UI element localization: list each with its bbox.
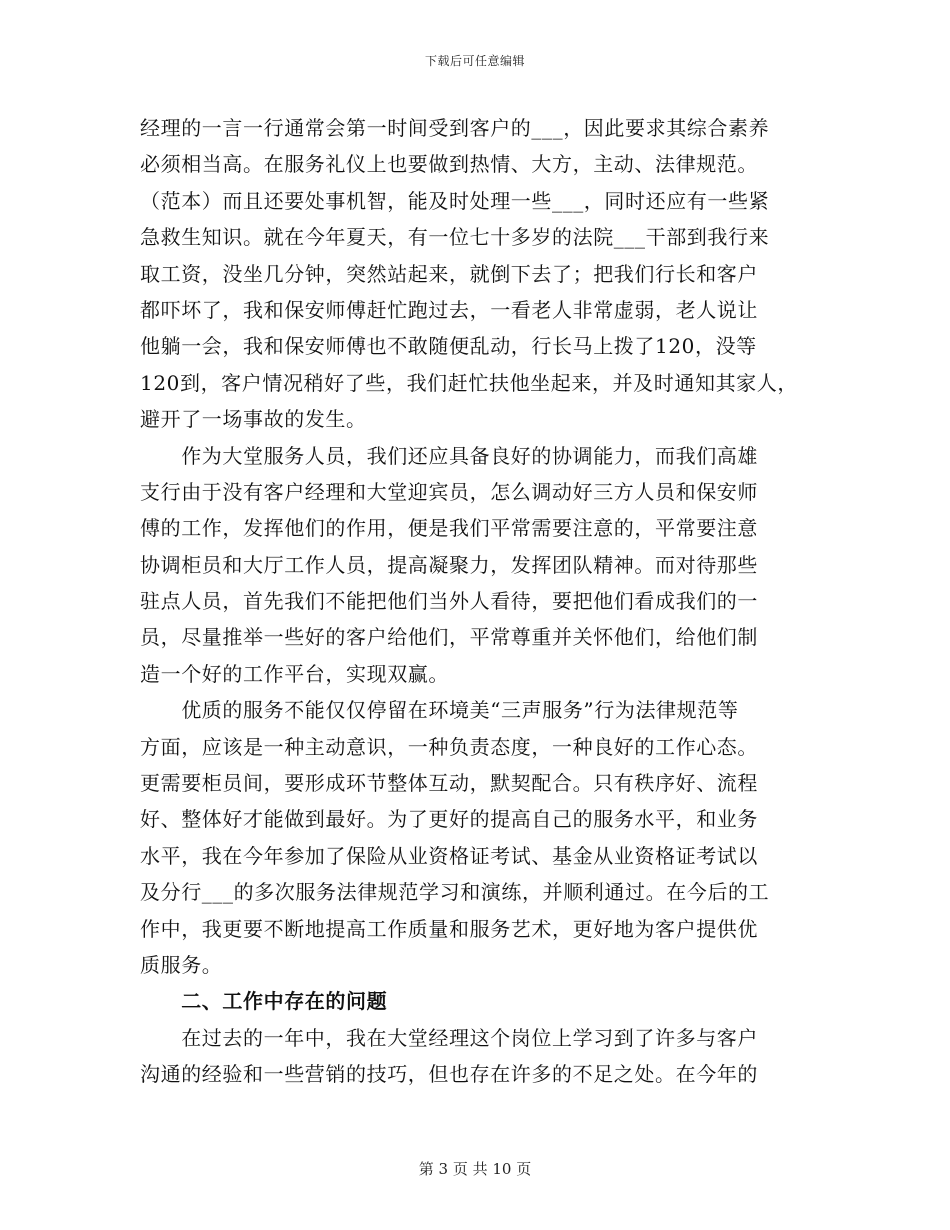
paragraph-line: 质服务。 <box>140 952 223 977</box>
paragraph-line: 取工资，没坐几分钟，突然站起来，就倒下去了；把我们行长和客户 <box>140 261 758 286</box>
paragraph-line: 作中，我更要不断地提高工作质量和服务艺术，更好地为客户提供优 <box>140 916 758 941</box>
document-body <box>140 110 820 1093</box>
paragraph-line: 员，尽量推举一些好的客户给他们，平常尊重并关怀他们，给他们制 <box>140 625 758 650</box>
paragraph-line: 沟通的经验和一些营销的技巧，但也存在许多的不足之处。在今年的 <box>140 1062 758 1087</box>
paragraph-line: 急救生知识。就在今年夏天，有一位七十多岁的法院___干部到我行来 <box>140 225 770 250</box>
paragraph-line: 水平，我在今年参加了保险从业资格证考试、基金从业资格证考试以 <box>140 843 758 868</box>
paragraph-line: 更需要柜员间，要形成环节整体互动，默契配合。只有秩序好、流程 <box>140 771 758 796</box>
paragraph-line: 都吓坏了，我和保安师傅赶忙跑过去，一看老人非常虚弱，老人说让 <box>140 297 758 322</box>
paragraph-line: 方面，应该是一种主动意识，一种负责态度，一种良好的工作心态。 <box>140 734 758 759</box>
page-header: 下载后可任意编辑 <box>424 54 525 68</box>
paragraph-line: 避开了一场事故的发生。 <box>140 407 367 432</box>
paragraph-line: （范本）而且还要处事机智，能及时处理一些___，同时还应有一些紧 <box>140 188 770 213</box>
section-heading: 二、工作中存在的问题 <box>140 989 388 1014</box>
paragraph-line: 及分行___的多次服务法律规范学习和演练，并顺利通过。在今后的工 <box>140 880 770 905</box>
paragraph-line: 优质的服务不能仅仅停留在环境美“三声服务”行为法律规范等 <box>140 698 739 723</box>
paragraph-line: 作为大堂服务人员，我们还应具备良好的协调能力，而我们高雄 <box>140 443 758 468</box>
paragraph-line: 好、整体好才能做到最好。为了更好的提高自己的服务水平，和业务 <box>140 807 758 832</box>
paragraph-line: 驻点人员，首先我们不能把他们当外人看待，要把他们看成我们的一 <box>140 589 758 614</box>
paragraph-line: 造一个好的工作平台，实现双赢。 <box>140 661 449 686</box>
paragraph-line: 支行由于没有客户经理和大堂迎宾员，怎么调动好三方人员和保安师 <box>140 479 758 504</box>
paragraph-line: 经理的一言一行通常会第一时间受到客户的___，因此要求其综合素养 <box>140 116 770 140</box>
paragraph-line: 他躺一会，我和保安师傅也不敢随便乱动，行长马上拨了120，没等 <box>140 334 757 359</box>
paragraph-line: 傅的工作，发挥他们的作用，便是我们平常需要注意的，平常要注意 <box>140 516 758 541</box>
paragraph-line: 在过去的一年中，我在大堂经理这个岗位上学习到了许多与客户 <box>140 1025 758 1050</box>
page-number-footer: 第 3 页 共 10 页 <box>418 1160 532 1178</box>
paragraph-line: 协调柜员和大厅工作人员，提高凝聚力，发挥团队精神。而对待那些 <box>140 552 758 577</box>
paragraph-line: 120到，客户情况稍好了些，我们赶忙扶他坐起来，并及时通知其家人， <box>140 370 798 395</box>
paragraph-line: 必须相当高。在服务礼仪上也要做到热情、大方，主动、法律规范。 <box>140 152 758 177</box>
